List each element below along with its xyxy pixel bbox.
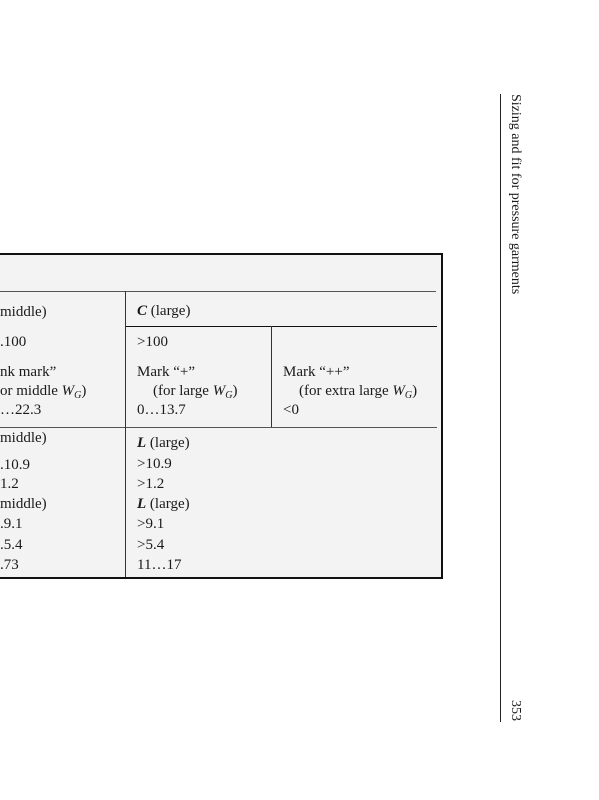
c-header: C (large): [137, 303, 191, 319]
left-row1: .100: [0, 334, 27, 350]
c-row1: >100: [137, 334, 168, 350]
left-row2-line2: or middle $W_G$): [0, 383, 87, 401]
left-row4-b: .5.4: [0, 537, 23, 553]
plus-mark-line1: Mark “+”: [137, 364, 196, 380]
plusplus-mark-line2: (for extra large $W_G$): [299, 383, 418, 401]
row-rule-c: [125, 326, 437, 327]
page-number-text: 353: [508, 700, 523, 721]
plus-mark-line3: 0…13.7: [137, 402, 186, 418]
l-large-1-a: >10.9: [137, 456, 172, 472]
column-divider: [125, 291, 126, 577]
sizing-table: [0, 253, 443, 579]
page-number: [505, 700, 527, 730]
left-row3-a: .10.9: [0, 457, 30, 473]
column-divider-marks: [271, 326, 272, 427]
row-rule-marks: [0, 427, 437, 428]
margin-rule: [500, 94, 501, 722]
running-head-text: Sizing and fit for pressure garments: [508, 94, 523, 295]
l-large-2-c: 11…17: [137, 557, 182, 573]
left-row4-a: .9.1: [0, 516, 23, 532]
left-row2-line3: …22.3: [0, 402, 42, 418]
l-large-2-b: >5.4: [137, 537, 165, 553]
l-large-header-2: L (large): [137, 496, 190, 512]
plusplus-mark-line3: <0: [283, 402, 299, 418]
plus-mark-line2: (for large $W_G$): [153, 383, 238, 401]
left-header: middle): [0, 304, 47, 320]
left-row4-c: .73: [0, 557, 19, 573]
l-large-2-a: >9.1: [137, 516, 165, 532]
l-large-header-1: L (large): [137, 435, 190, 451]
left-row3-header: middle): [0, 430, 47, 446]
running-head: [505, 94, 527, 314]
left-row2-line1: nk mark”: [0, 364, 57, 380]
left-row3-b: 1.2: [0, 476, 19, 492]
plusplus-mark-line1: Mark “++”: [283, 364, 350, 380]
l-large-1-b: >1.2: [137, 476, 165, 492]
left-row4-header: middle): [0, 496, 47, 512]
table-header-rule: [0, 291, 436, 292]
